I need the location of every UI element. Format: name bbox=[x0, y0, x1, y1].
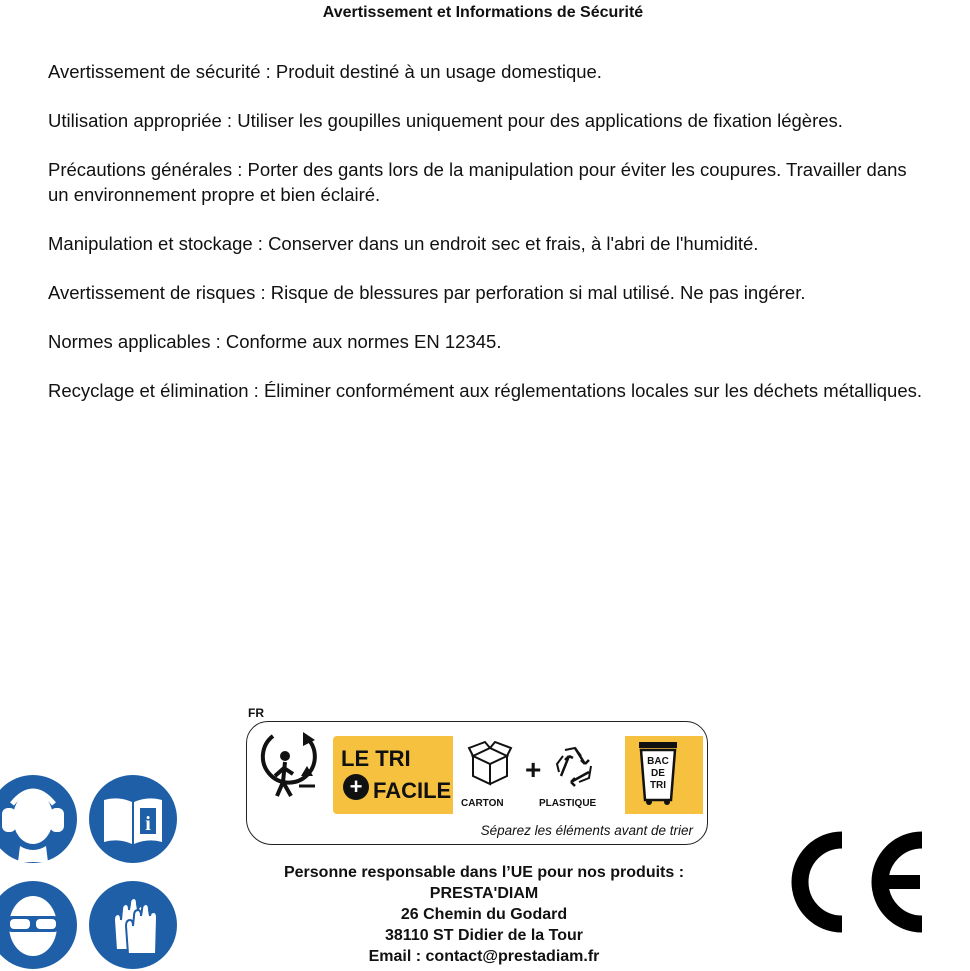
ear-protection-icon bbox=[0, 774, 78, 864]
paragraph-recycling: Recyclage et élimination : Éliminer conformément aux réglementations locales sur les déchets métalliques. bbox=[48, 379, 923, 401]
plus-circle-icon: + bbox=[343, 774, 369, 800]
packaging-panel bbox=[453, 736, 625, 814]
bin-label-2: DE bbox=[651, 768, 665, 779]
tri-line2: FACILE bbox=[373, 778, 452, 803]
document-title: Avertissement et Informations de Sécurité bbox=[322, 4, 644, 21]
paragraph-proper-use: Utilisation appropriée : Utiliser les goupilles uniquement pour des applications de fixation légères. bbox=[48, 110, 843, 131]
read-manual-icon bbox=[88, 774, 178, 864]
tri-banner bbox=[333, 736, 703, 814]
ce-mark-icon bbox=[784, 830, 932, 934]
plastique-label: PLASTIQUE bbox=[539, 798, 597, 809]
country-label: FR bbox=[248, 706, 264, 720]
svg-text:i: i bbox=[145, 813, 151, 835]
triman-icon bbox=[259, 730, 321, 804]
plastic-recycle-icon bbox=[551, 742, 599, 790]
bin-label-3: TRI bbox=[649, 780, 667, 791]
plus-sign: + bbox=[525, 754, 542, 785]
paragraph-handling-storage: Manipulation et stockage : Conserver dans un endroit sec et frais, à l'abri de l'humidité. bbox=[48, 232, 759, 254]
paragraph-risk-warning: Avertissement de risques : Risque de blessures par perforation si mal utilisé. Ne pas ingérer. bbox=[48, 281, 806, 303]
bin-label-1: BAC bbox=[647, 756, 669, 767]
paragraph-standards: Normes applicables : Conforme aux normes EN 12345. bbox=[48, 330, 502, 352]
tri-line1: LE TRI bbox=[341, 746, 411, 771]
paragraph-general-precautions: Précautions générales : Porter des gants lors de la manipulation pour éviter les coupures. Travailler dans un environnement propre et bien éclairé. bbox=[48, 159, 907, 205]
company-street: 26 Chemin du Godard bbox=[400, 906, 568, 923]
sorting-bin-icon bbox=[637, 740, 679, 806]
tri-caption: Séparez les éléments avant de trier bbox=[480, 823, 693, 838]
responsible-person-block bbox=[240, 862, 728, 967]
gloves-icon bbox=[88, 880, 178, 970]
company-city: 38110 ST Didier de la Tour bbox=[385, 927, 583, 944]
eye-protection-icon bbox=[0, 880, 78, 970]
responsible-heading: Personne responsable dans l’UE pour nos produits : bbox=[283, 864, 685, 881]
paragraph-safety-warning: Avertissement de sécurité : Produit destiné à un usage domestique. bbox=[48, 61, 602, 82]
company-name: PRESTA'DIAM bbox=[429, 885, 539, 902]
carton-icon bbox=[467, 740, 513, 790]
carton-label: CARTON bbox=[461, 798, 504, 809]
recycling-info-label bbox=[246, 721, 708, 845]
company-email: Email : contact@prestadiam.fr bbox=[368, 948, 600, 965]
safety-paragraphs bbox=[48, 60, 928, 428]
